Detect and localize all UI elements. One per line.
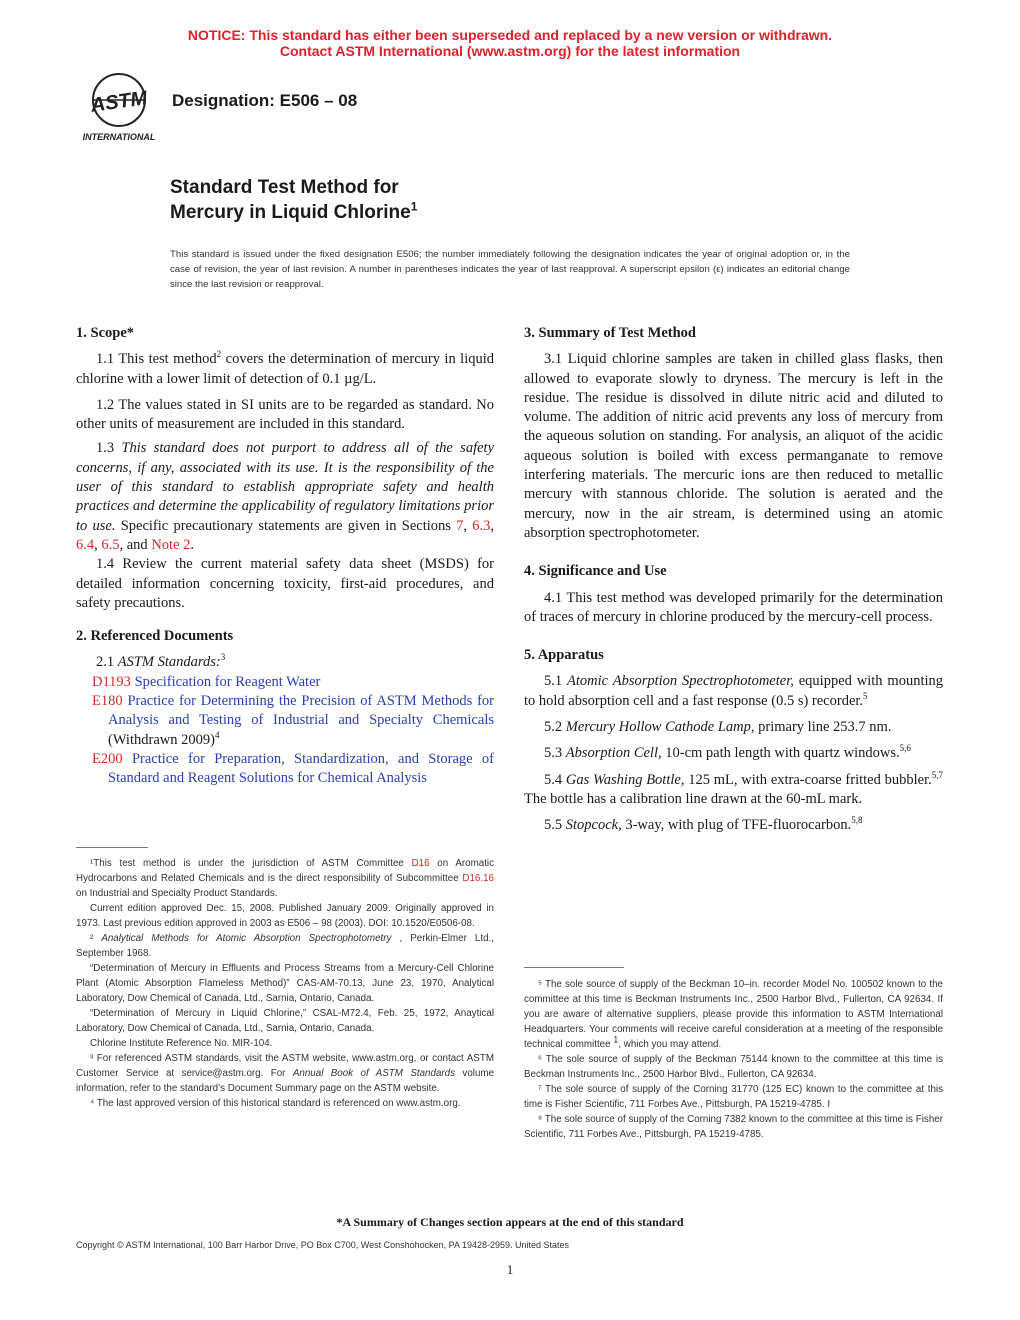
para-5-2: 5.2 Mercury Hollow Cathode Lamp, primary line 253.7 nm.: [544, 719, 892, 736]
left-footnotes: [76, 856, 494, 1111]
para-3-1: 3.1 Liquid chlorine samples are taken in chilled glass flasks, then allowed to evaporate slowly to dryness. The mercury is left in the residue. The residue is dissolved in dilute nitric acid and diluted to volume. The addition of nitric acid prevents any loss of mercury from the aqueous solution on standing. For analysis, an aliquot of the acidic aqueous solution is boiled with excess permanganate to remove interfering materials. The mercuric ions are then reduced to metallic mercury with stannous chloride. The solution is aerated and the mercury, now in the air stream, is determined using an atomic absorption spectrophotometer.: [524, 351, 943, 541]
footnote-rule-left: [76, 847, 148, 848]
right-column: [524, 324, 943, 836]
footnote-3: ³ For referenced ASTM standards, visit the ASTM website, www.astm.org, or contact ASTM Customer Service at service@astm.org. For Annual Book of ASTM Standards volume information, refer to the standard’s Document Summary page on the ASTM website.: [76, 1053, 495, 1094]
para-2-1: 2.1 ASTM Standards:$^3$: [96, 652, 226, 671]
ref-e200[interactable]: E200 Practice for Preparation, Standardization, and Storage of Standard and Reagent Solutions for Chemical Analysis: [92, 750, 494, 787]
footnote-2d: Chlorine Institute Reference No. MIR-104.: [90, 1038, 273, 1049]
para-1-3: 1.3 This standard does not purport to address all of the safety concerns, if any, associated with its use. It is the responsibility of the user of this standard to establish appropriate safety and health practices and determine the applicability of regulatory limitations prior to use. Specific precautionary statements are given in Sections 7, 6.3, 6.4, 6.5, and Note 2.: [76, 440, 495, 553]
issuance-statement: This standard is issued under the fixed designation E506; the number immediately following the designation indicates the year of original adoption or, in the case of revision, the year of last revision. A number in parentheses indicates the year of last reapproval. A superscript epsilon (ε) indicates an editorial change since the last revision or reapproval.: [170, 249, 850, 290]
link-section-6-4[interactable]: 6.4: [76, 536, 95, 553]
notice-banner: [0, 27, 1020, 59]
logo-subtitle: INTERNATIONAL: [82, 132, 156, 142]
ref-d1193[interactable]: D1193 Specification for Reagent Water: [92, 673, 321, 690]
astm-logo: [74, 72, 164, 144]
section-2-heading: 2. Referenced Documents: [76, 628, 234, 645]
para-5-1: 5.1 Atomic Absorption Spectrophotometer, equipped with mounting to hold absorption cell and a fast response (0.5 s) recorder.$^5$: [524, 673, 944, 709]
footnote-6: ⁶ The sole source of supply of the Beckman 75144 known to the committee at this time is Beckman Instruments Inc., 2500 Harbor Blvd., Fullerton, CA 92634.: [524, 1054, 943, 1080]
para-5-4: 5.4 Gas Washing Bottle, 125 mL, with extra-coarse fritted bubbler.$^{5,7}$ The bottle has a calibration line drawn at the 60-mL mark.: [524, 769, 943, 807]
title-footnote-mark: 1: [410, 199, 418, 214]
link-section-7[interactable]: 7: [456, 517, 464, 534]
link-section-6-5[interactable]: 6.5: [101, 536, 120, 553]
para-5-5: 5.5 Stopcock, 3-way, with plug of TFE-fluorocarbon.$^{5,8}$: [544, 815, 863, 834]
para-1-2: 1.2 The values stated in SI units are to be regarded as standard. No other units of measurement are included in this standard.: [76, 396, 494, 433]
ref-code[interactable]: E200: [92, 750, 123, 767]
para-1-1: 1.1 This test method$^2$ covers the determination of mercury in liquid chlorine with a lower limit of detection of 0.1 µg/L.: [76, 349, 494, 387]
footnote-1-edition: Current edition approved Dec. 15, 2008. Published January 2009. Originally approved in 1973. Last previous edition approved in 2003 as E506 – 98 (2003). DOI: 10.1520/E0506-08.: [76, 903, 494, 929]
notice-line-2: Contact ASTM International (www.astm.org) for the latest information: [279, 43, 741, 59]
summary-of-changes-note: *A Summary of Changes section appears at the end of this standard: [336, 1215, 684, 1229]
ref-code[interactable]: E180: [92, 693, 123, 710]
right-footnotes: [524, 977, 943, 1142]
link-d16-16[interactable]: D16.16: [462, 873, 494, 884]
footnote-4: ⁴ The last approved version of this historical standard is referenced on www.astm.org.: [90, 1098, 461, 1109]
link-section-6-3[interactable]: 6.3: [472, 517, 491, 534]
para-5-3: 5.3 Absorption Cell, 10-cm path length with quartz windows.$^{5,6}$: [544, 743, 911, 762]
footnote-5: ⁵ The sole source of supply of the Beckman 10–in. recorder Model No. 100502 known to the committee at this time is Beckman Instruments Inc., 2500 Harbor Blvd., Fullerton, CA 92634. If you are aware of alternative suppliers, please provide this information to ASTM International Headquarters. Your comments will receive careful consideration at a meeting of the responsible technical committee $^1$, which you may attend.: [524, 979, 943, 1050]
designation: Designation: E506 – 08: [172, 91, 358, 110]
para-4-1: 4.1 This test method was developed primarily for the determination of traces of mercury in chlorine produced by the mercury-cell process.: [524, 589, 943, 625]
section-5-heading: 5. Apparatus: [524, 647, 604, 664]
left-column: [76, 324, 494, 789]
footnote-8: ⁸ The sole source of supply of the Corning 7382 known to the committee at this time is Fisher Scientific, 711 Forbes Ave., Pittsburgh, PA 15219-4785.: [524, 1114, 943, 1140]
notice-line-1: NOTICE: This standard has either been superseded and replaced by a new version or withdrawn.: [187, 27, 833, 43]
link-note-2[interactable]: Note 2: [151, 536, 191, 553]
ref-code[interactable]: D1193: [92, 673, 131, 690]
footnote-2b: “Determination of Mercury in Effluents and Process Streams from a Mercury-Cell Chlorine Plant (Atomic Absorption Flameless Method)” CAS-AM-70.13, June 23, 1970, Analytical Laboratory, Dow Chemical of Canada, Ltd., Sarnia, Ontario, Canada.: [76, 963, 494, 1004]
para-1-4: 1.4 Review the current material safety data sheet (MSDS) for detailed information concerning toxicity, first-aid procedures, and safety precautions.: [76, 556, 494, 611]
link-d16[interactable]: D16: [411, 858, 430, 869]
title-line-1: Standard Test Method for: [170, 177, 399, 198]
page-number: 1: [506, 1262, 514, 1277]
logo-text: ASTM: [89, 87, 149, 117]
section-1-heading: 1. Scope*: [76, 325, 134, 341]
footnote-rule-right: [524, 967, 624, 968]
ref-e180[interactable]: E180 Practice for Determining the Precision of ASTM Methods for Analysis and Testing of Industrial and Specialty Chemicals (Withdrawn 2009)$^4$: [92, 693, 494, 748]
title-line-2: Mercury in Liquid Chlorine$^1$: [170, 199, 418, 223]
section-4-heading: 4. Significance and Use: [524, 563, 667, 580]
footnote-1: ¹This test method is under the jurisdiction of ASTM Committee D16 on Aromatic Hydrocarbons and Related Chemicals and is the direct responsibility of Subcommittee D16.16 on Industrial and Specialty Product Standards.: [76, 858, 495, 899]
section-3-heading: 3. Summary of Test Method: [524, 325, 696, 341]
document-title: [170, 175, 417, 225]
copyright: Copyright © ASTM International, 100 Barr Harbor Drive, PO Box C700, West Conshohocken, PA 19428-2959. United States: [76, 1240, 570, 1250]
footnote-2a: ² Analytical Methods for Atomic Absorption Spectrophotometry , Perkin-Elmer Ltd., September 1968.: [76, 933, 494, 959]
footnote-2c: “Determination of Mercury in Liquid Chlorine,” CSAL-M72.4, Feb. 25, 1972, Anaytical Laboratory, Dow Chemical of Canada, Ltd., Sarnia, Ontario, Canada.: [76, 1008, 494, 1034]
footnote-7: ⁷ The sole source of supply of the Corning 31770 (125 EC) known to the committee at this time is Fisher Scientific, 711 Forbes Ave., Pittsburgh, PA 15219-4785. I: [524, 1084, 943, 1110]
